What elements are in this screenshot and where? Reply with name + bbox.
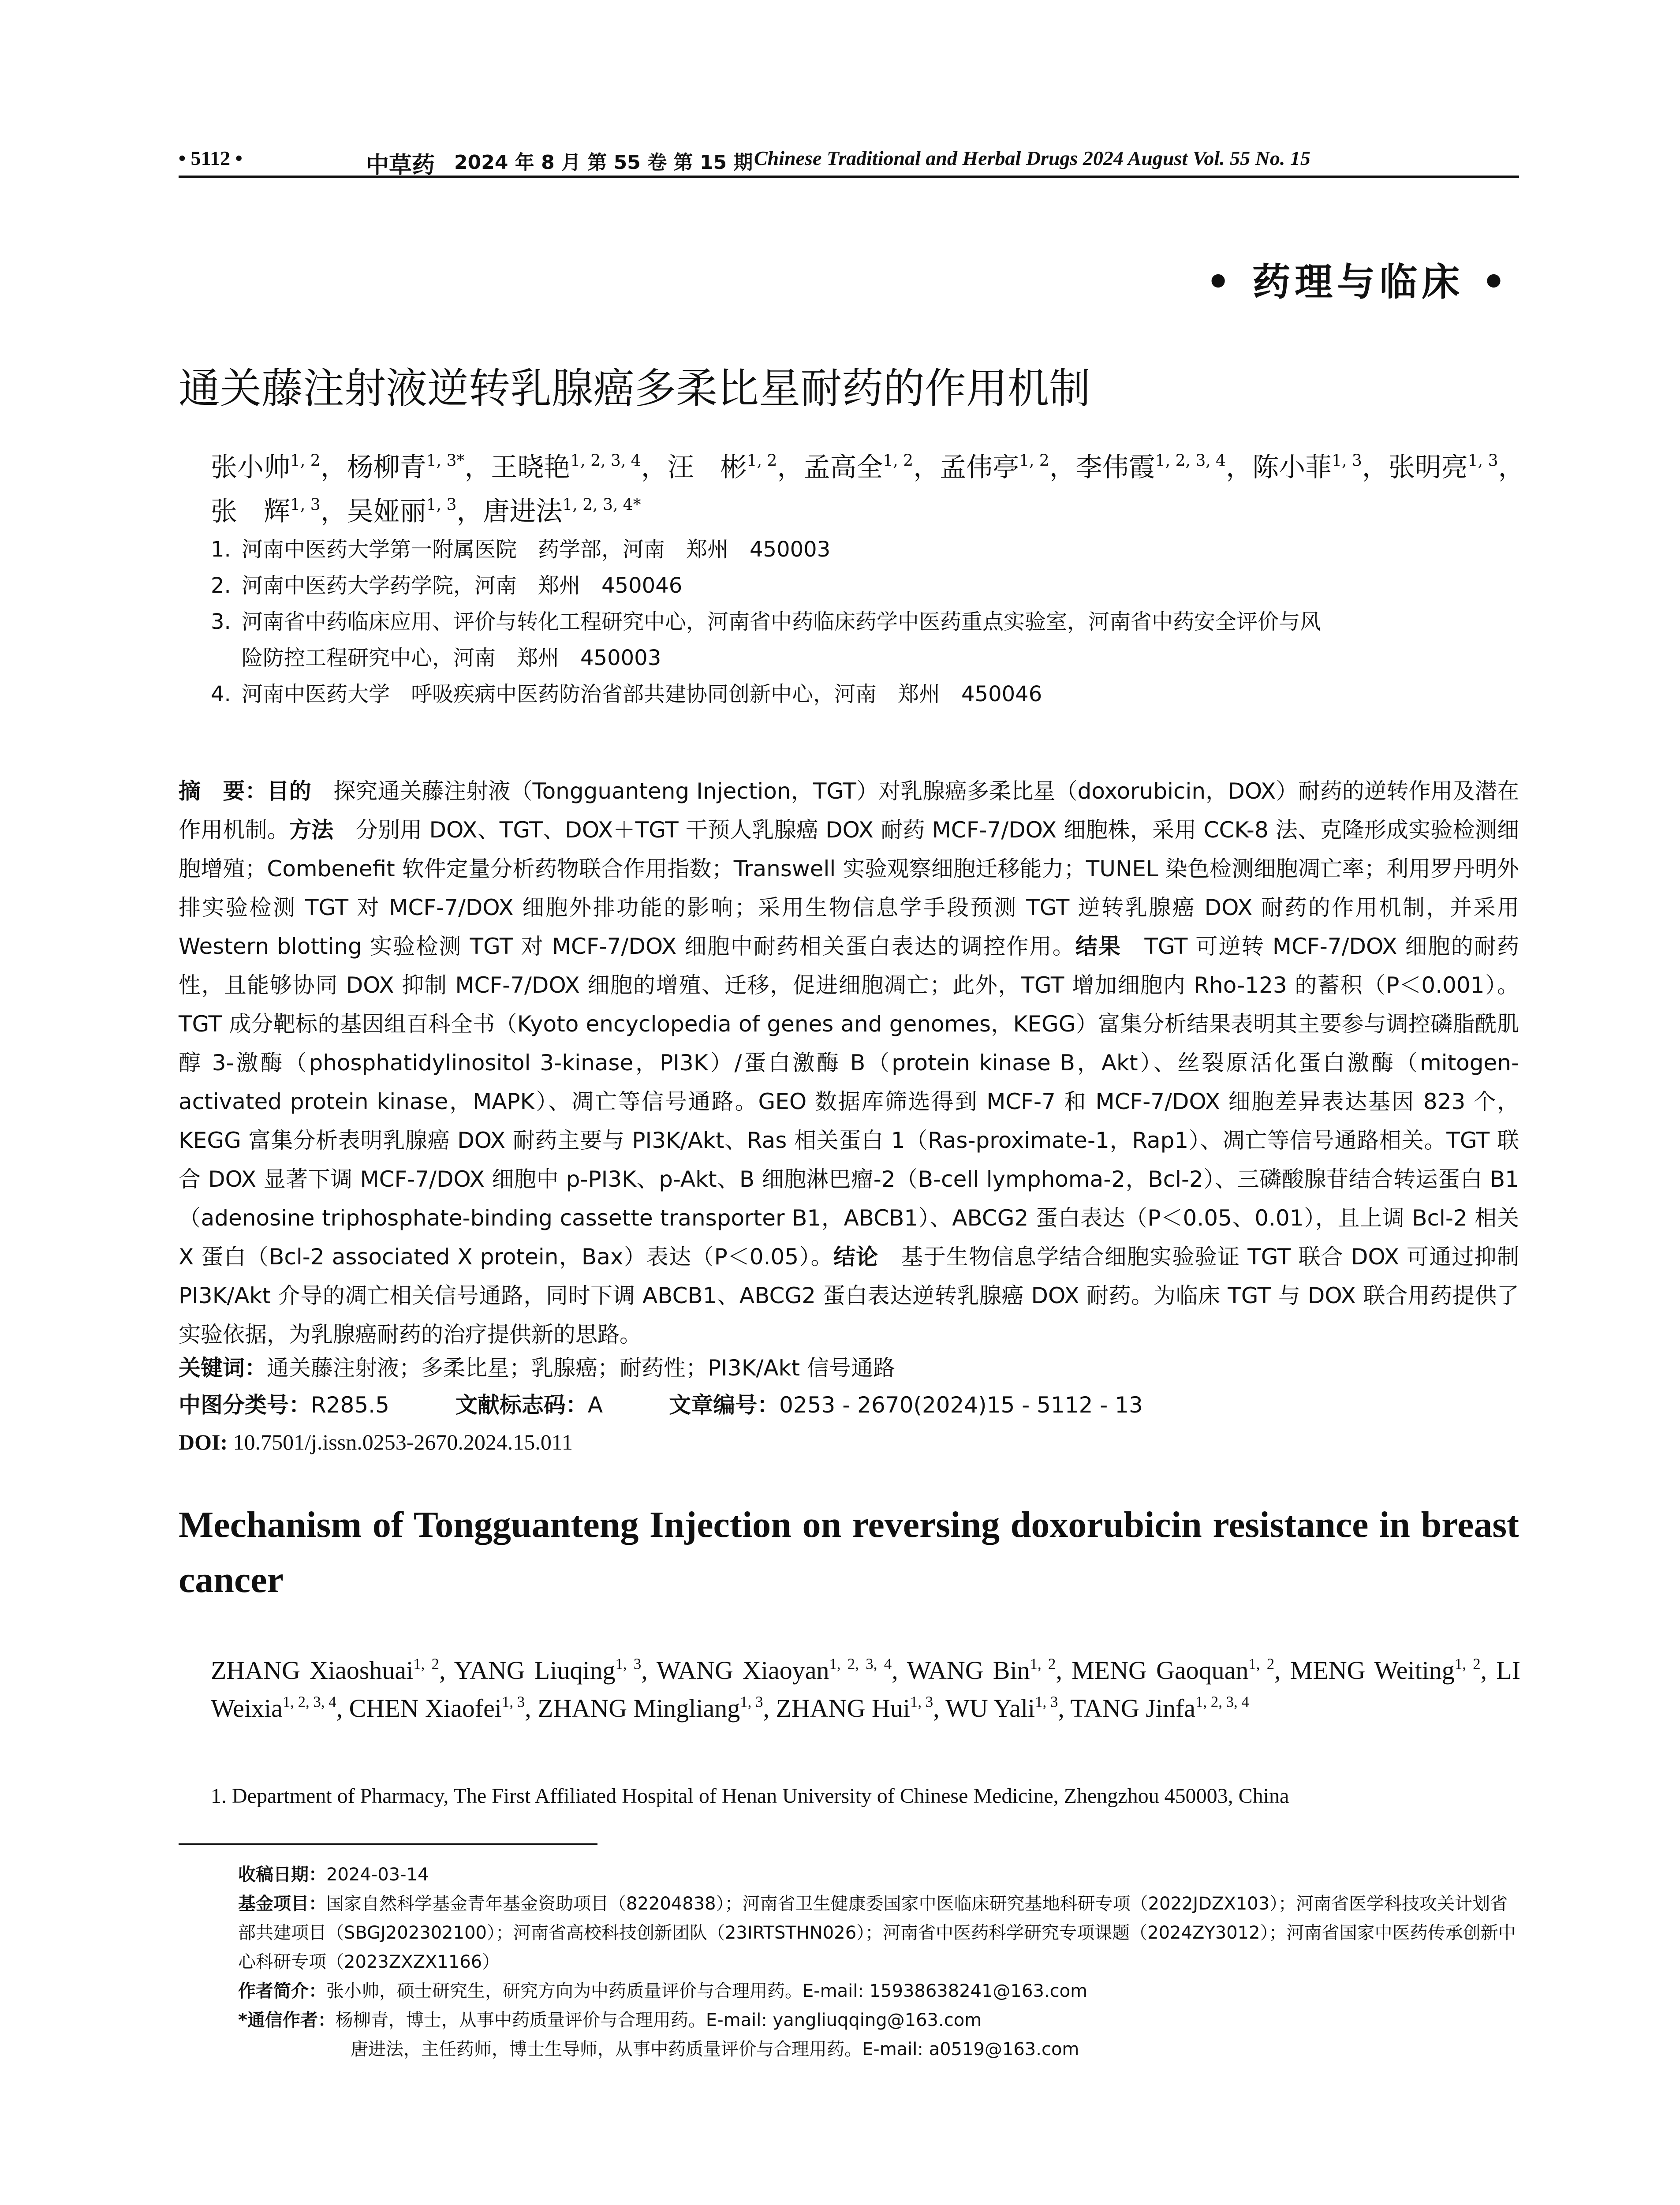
author-affiliation-marker: 1, 2, 3, 4 xyxy=(282,1693,336,1711)
results-text: TGT 可逆转 MCF-7/DOX 细胞的耐药性，且能够协同 DOX 抑制 MCF-7/DOX 细胞的增殖、迁移，促进细胞凋亡；此外，TGT 增加细胞内 Rho-123 的蓄积（P＜0.001）。TGT 成分靶标的基因组百科全书（Kyoto encyclopedia of genes and genomes，KEGG）富集分析结果表明其主要参与调控磷脂酰肌醇 3-激酶（phosphatidylinositol 3-kinase，PI3K）/蛋白激酶 B（protein kinase B，Akt）、丝裂原活化蛋白激酶（mitogen-activated protein kinase，MAPK）、凋亡等信号通路。GEO 数据库筛选得到 MCF-7 和 MCF-7/DOX 细胞差异表达基因 823 个，KEGG 富集分析表明乳腺癌 DOX 耐药主要与 PI3K/Akt、Ras 相关蛋白 1（Ras-proximate-1，Rap1）、凋亡等信号通路相关。TGT 联合 DOX 显著下调 MCF-7/DOX 细胞中 p-PI3K、p-Akt、B 细胞淋巴瘤-2（B-cell lymphoma-2，Bcl-2）、三磷酸腺苷结合转运蛋白 B1（adenosine triphosphate-binding cassette transporter B1，ABCB1）、ABCG2 蛋白表达（P＜0.05、0.01），且上调 Bcl-2 相关 X 蛋白（Bcl-2 associated X protein，Bax）表达（P＜0.05）。 xyxy=(179,934,1519,1270)
en-author: MENG Weiting$^{1, 2}$, xyxy=(1290,1655,1497,1685)
author-affiliation-marker: 1, 2 xyxy=(1030,1655,1056,1673)
author-name: 张 辉 xyxy=(211,496,290,527)
author-affiliation-marker: 1, 3 xyxy=(740,1693,763,1711)
author-affiliation-marker: 1, 3 xyxy=(615,1655,642,1673)
corresponding-author xyxy=(238,2006,1631,2035)
corr-text-2: 唐进法，主任药师，博士生导师，从事中药质量评价与合理用药。E-mail: a0519@163.com xyxy=(351,2039,1079,2059)
en-author: WU Yali$^{1, 3}$, xyxy=(945,1693,1071,1723)
objective-text: 探究通关藤注射液（Tongguanteng Injection，TGT）对乳腺癌多柔比星（doxorubicin，DOX）耐药的逆转作用及潜在作用机制。 xyxy=(179,778,1519,843)
affiliation-cn-item xyxy=(211,568,1525,604)
cn-author: 张 辉$^{1, 3}$， xyxy=(211,496,347,527)
author-affiliation-marker: 1, 2 xyxy=(1019,452,1049,470)
author-name: ZHANG Xiaoshuai xyxy=(211,1656,414,1685)
fund xyxy=(238,1889,1519,1977)
cn-author: 孟高全$^{1, 2}$， xyxy=(803,452,940,483)
author-name: 张明亮 xyxy=(1388,452,1468,483)
author-affiliation-marker: 1, 2, 3, 4* xyxy=(562,496,641,514)
en-author: WANG Bin$^{1, 2}$, xyxy=(907,1655,1072,1685)
affiliation-text: 河南省中药临床应用、评价与转化工程研究中心，河南省中药临床药学中医药重点实验室，河南省中药安全评价与风 xyxy=(242,609,1322,634)
methods-label: 方法 xyxy=(289,817,334,843)
title-en: Mechanism of Tongguanteng Injection on reversing doxorubicin resistance in breast cancer xyxy=(179,1504,1519,1600)
en-author xyxy=(1070,1694,1249,1723)
author-name: 吴娅丽 xyxy=(347,496,426,527)
received-label: 收稿日期： xyxy=(238,1865,326,1885)
author-name: 汪 彬 xyxy=(667,452,747,483)
page-number: • 5112 • xyxy=(179,147,243,169)
bio-text: 张小帅，硕士研究生，研究方向为中药质量评价与合理用药。E-mail: 15938638241@163.com xyxy=(326,1981,1088,2001)
author-name: WANG Bin xyxy=(907,1656,1030,1685)
doi xyxy=(179,1424,1519,1461)
fund-label: 基金项目： xyxy=(238,1894,326,1914)
author-affiliation-marker: 1, 2, 3, 4 xyxy=(570,452,641,470)
author-affiliation-marker: 1, 2, 3, 4 xyxy=(829,1655,892,1673)
keywords xyxy=(179,1349,1519,1387)
cn-author: 杨柳青$^{1, 3*}$， xyxy=(347,452,491,483)
author-name: CHEN Xiaofei xyxy=(349,1694,502,1723)
journal-name-en: Chinese Traditional and Herbal Drugs 2024 August Vol. 55 No. 15 xyxy=(754,147,1310,169)
affiliations-cn xyxy=(211,531,1525,712)
cn-author: 孟伟亭$^{1, 2}$， xyxy=(940,452,1076,483)
affiliation-text: 河南中医药大学 呼吸疾病中医药防治省部共建协同创新中心，河南 郑州 450046 xyxy=(242,682,1042,706)
author-name: 张小帅 xyxy=(211,452,290,483)
affiliation-number: 3. xyxy=(211,609,231,634)
author-name: WANG Xiaoyan xyxy=(656,1656,829,1685)
methods-text: 分别用 DOX、TGT、DOX＋TGT 干预人乳腺癌 DOX 耐药 MCF-7/DOX 细胞株，采用 CCK-8 法、克隆形成实验检测细胞增殖；Combenefit 软件定量分析药物联合作用指数；Transwell 实验观察细胞迁移能力；TUNEL 染色检测细胞凋亡率；利用罗丹明外排实验检测 TGT 对 MCF-7/DOX 细胞外排功能的影响；采用生物信息学手段预测 TGT 逆转乳腺癌 DOX 耐药的作用机制，并采用 Western blotting 实验检测 TGT 对 MCF-7/DOX 细胞中耐药相关蛋白表达的调控作用。 xyxy=(179,817,1519,959)
author-affiliation-marker: 1, 2 xyxy=(1248,1655,1275,1673)
keywords-label: 关键词： xyxy=(179,1355,267,1381)
author-name: ZHANG Mingliang xyxy=(538,1694,740,1723)
keywords-text: 通关藤注射液；多柔比星；乳腺癌；耐药性；PI3K/Akt 信号通路 xyxy=(267,1355,895,1381)
cn-author: 吴娅丽$^{1, 3}$， xyxy=(347,496,483,527)
author-affiliation-marker: 1, 3 xyxy=(910,1693,933,1711)
cn-author: 张明亮$^{1, 3}$， xyxy=(1388,452,1525,483)
fund-text: 国家自然科学基金青年基金资助项目（82204838）；河南省卫生健康委国家中医临床研究基地科研专项（2022JDZX103）；河南省医学科技攻关计划省部共建项目（SBGJ202302100）；河南省高校科技创新团队（23IRTSTHN026）；河南省中医药科学研究专项课题（2024ZY3012）；河南省国家中医药传承创新中心科研专项（2023ZXZX1166） xyxy=(238,1894,1516,1972)
received-date xyxy=(238,1860,1519,1889)
author-affiliation-marker: 1, 3 xyxy=(501,1693,525,1711)
cn-author: 陈小菲$^{1, 3}$， xyxy=(1252,452,1389,483)
author-name: LI Weixia xyxy=(211,1656,1521,1723)
author-affiliation-marker: 1, 2, 3, 4 xyxy=(1155,452,1226,470)
doc-code-value: A xyxy=(587,1392,603,1418)
journal-issue-cn: 2024 年 8 月 第 55 卷 第 15 期 xyxy=(454,151,753,174)
title-cn: 通关藤注射液逆转乳腺癌多柔比星耐药的作用机制 xyxy=(179,365,1091,413)
author-affiliation-marker: 1, 3 xyxy=(290,496,321,514)
en-author: ZHANG Xiaoshuai$^{1, 2}$, xyxy=(211,1655,454,1685)
author-affiliation-marker: 1, 3 xyxy=(1467,452,1498,470)
en-author: ZHANG Mingliang$^{1, 3}$, xyxy=(538,1693,776,1723)
author-name: MENG Weiting xyxy=(1290,1656,1455,1685)
en-author: CHEN Xiaofei$^{1, 3}$, xyxy=(349,1693,538,1723)
author-name: 李伟霞 xyxy=(1075,452,1155,483)
conclusion-text: 基于生物信息学结合细胞实验验证 TGT 联合 DOX 可通过抑制 PI3K/Akt 介导的凋亡相关信号通路，同时下调 ABCB1、ABCG2 蛋白表达逆转乳腺癌 DOX 耐药。为临床 TGT 与 DOX 联合用药提供了实验依据，为乳腺癌耐药的治疗提供新的思路。 xyxy=(179,1244,1519,1347)
journal-name-cn: 中草药 xyxy=(366,152,435,179)
affiliation-number: 1. xyxy=(211,537,231,562)
affiliation-en: 1. Department of Pharmacy, The First Affiliated Hospital of Henan University of Chinese Medicine, Zhengzhou 450003, China xyxy=(211,1784,1289,1808)
clc-label: 中图分类号： xyxy=(179,1392,311,1418)
author-name: 王晓艳 xyxy=(491,452,571,483)
author-name: 杨柳青 xyxy=(347,452,426,483)
en-author: MENG Gaoquan$^{1, 2}$, xyxy=(1071,1655,1290,1685)
affiliation-number: 2. xyxy=(211,573,231,598)
author-name: 孟伟亭 xyxy=(940,452,1019,483)
cn-author: 汪 彬$^{1, 2}$， xyxy=(667,452,804,483)
en-author: LI Weixia$^{1, 2, 3, 4}$, xyxy=(211,1656,1521,1723)
affiliation-cn-item xyxy=(211,676,1525,712)
author-name: TANG Jinfa xyxy=(1070,1694,1195,1723)
author-name: YANG Liuqing xyxy=(454,1656,616,1685)
cn-author: 李伟霞$^{1, 2, 3, 4}$， xyxy=(1075,452,1253,483)
authors-en xyxy=(211,1652,1520,1727)
doi-value: 10.7501/j.issn.0253-2670.2024.15.011 xyxy=(233,1430,573,1454)
affiliation-text: 河南中医药大学第一附属医院 药学部，河南 郑州 450003 xyxy=(242,537,831,562)
author-affiliation-marker: 1, 3* xyxy=(426,452,465,470)
article-number-value: 0253 - 2670(2024)15 - 5112 - 13 xyxy=(779,1392,1143,1418)
author-bio xyxy=(238,1977,1519,2006)
author-affiliation-marker: 1, 2 xyxy=(1454,1655,1481,1673)
doi-label: DOI: xyxy=(179,1430,228,1454)
bio-label: 作者简介： xyxy=(238,1981,326,2001)
author-name: 陈小菲 xyxy=(1252,452,1332,483)
author-name: MENG Gaoquan xyxy=(1071,1656,1249,1685)
classification xyxy=(179,1387,1519,1424)
en-author: WANG Xiaoyan$^{1, 2, 3, 4}$, xyxy=(656,1655,907,1685)
en-author: ZHANG Hui$^{1, 3}$, xyxy=(776,1693,946,1723)
affiliation-number: 4. xyxy=(211,682,231,706)
corresponding-author-2 xyxy=(351,2035,1631,2064)
conclusion-label: 结论 xyxy=(833,1244,879,1270)
author-affiliation-marker: 1, 3 xyxy=(1332,452,1362,470)
author-name: 孟高全 xyxy=(803,452,883,483)
header-rule xyxy=(179,176,1519,178)
authors-cn xyxy=(211,445,1525,534)
affiliation-text-cont: 险防控工程研究中心，河南 郑州 450003 xyxy=(242,646,661,670)
author-affiliation-marker: 1, 2, 3, 4 xyxy=(1195,1693,1249,1711)
author-affiliation-marker: 1, 2 xyxy=(747,452,777,470)
clc-value: R285.5 xyxy=(311,1392,389,1418)
cn-author xyxy=(483,496,641,527)
en-author: YANG Liuqing$^{1, 3}$, xyxy=(454,1655,657,1685)
abstract xyxy=(179,772,1519,1354)
objective-label: 目的 xyxy=(267,778,311,804)
affiliation-cn-item xyxy=(211,531,1525,568)
footnote-rule xyxy=(179,1843,597,1845)
article-number-label: 文章编号： xyxy=(669,1392,780,1418)
author-affiliation-marker: 1, 3 xyxy=(426,496,457,514)
cn-author: 王晓艳$^{1, 2, 3, 4}$， xyxy=(491,452,668,483)
abstract-label: 摘 要： xyxy=(179,778,267,804)
author-name: WU Yali xyxy=(945,1694,1035,1723)
corr-label: *通信作者： xyxy=(238,2010,336,2030)
cn-author: 张小帅$^{1, 2}$， xyxy=(211,452,347,483)
section-label: • 药理与临床 • xyxy=(1206,260,1510,304)
results-label: 结果 xyxy=(1075,934,1122,959)
author-name: ZHANG Hui xyxy=(776,1694,910,1723)
affiliation-text: 河南中医药大学药学院，河南 郑州 450046 xyxy=(242,573,683,598)
received-value: 2024-03-14 xyxy=(326,1865,429,1885)
corr-text-1: 杨柳青，博士，从事中药质量评价与合理用药。E-mail: yangliuqqing@163.com xyxy=(335,2010,982,2030)
affiliation-cn-item xyxy=(211,604,1525,676)
doc-code-label: 文献标志码： xyxy=(455,1392,588,1418)
author-affiliation-marker: 1, 2 xyxy=(290,452,321,470)
author-name: 唐进法 xyxy=(483,496,563,527)
author-affiliation-marker: 1, 2 xyxy=(413,1655,440,1673)
author-affiliation-marker: 1, 3 xyxy=(1035,1693,1058,1711)
author-affiliation-marker: 1, 2 xyxy=(883,452,914,470)
